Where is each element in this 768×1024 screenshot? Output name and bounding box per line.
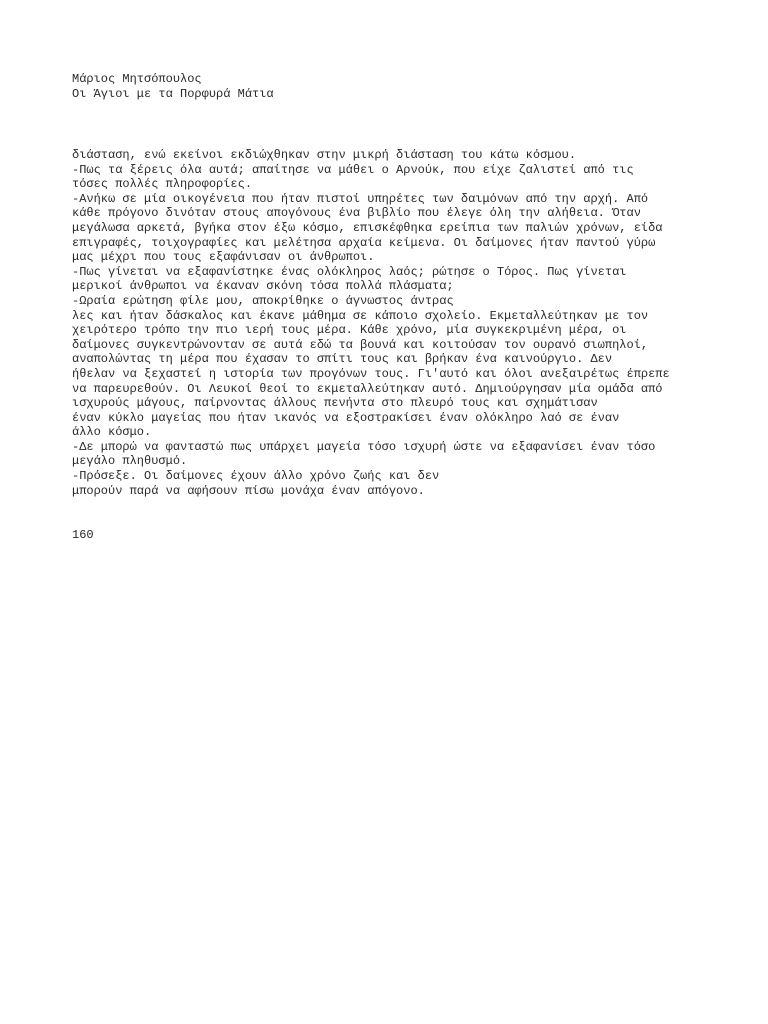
text-line: -Δε μπορώ να φανταστώ πως υπάρχει μαγεία τόσο ισχυρή ώστε να εξαφανίσει έναν τόσο [72,439,656,454]
text-line: -Πρόσεξε. Οι δαίμονες έχουν άλλο χρόνο ζωής και δεν [72,469,440,484]
text-line: να παρευρεθούν. Οι Λευκοί θεοί το εκμεταλλεύτηκαν αυτό. Δημιούργησαν μία ομάδα από [72,381,663,396]
text-line: επιγραφές, τοιχογραφίες και μελέτησα αρχαία κείμενα. Οι δαίμονες ήταν παντού γύρω [72,235,656,250]
running-header [72,72,274,102]
text-line: -Ωραία ερώτηση φίλε μου, αποκρίθηκε ο άγνωστος άντρας [72,293,454,308]
text-line: έναν κύκλο μαγείας που ήταν ικανός να εξοστρακίσει έναν ολόκληρο λαό σε έναν [72,410,620,425]
author-name: Μάριος Μητσόπουλος [72,72,202,86]
text-line: αναπολώντας τη μέρα που έχασαν το σπίτι τους και βρήκαν ένα καινούργιο. Δεν [72,352,613,367]
text-line: ήθελαν να ξεχαστεί η ιστορία των προγόνων τους. Γι'αυτό και όλοι ανεξαιρέτως έπρεπε [72,366,670,381]
text-line: μας μέχρι που τους εξαφάνισαν οι άνθρωποι. [72,250,375,265]
text-line: διάσταση, ενώ εκείνοι εκδιώχθηκαν στην μικρή διάσταση του κάτω κόσμου. [72,148,577,162]
book-title: Οι Άγιοι με τα Πορφυρά Μάτια [72,87,274,101]
text-line: -Πως γίνεται να εξαφανίστηκε ένας ολόκληρος λαός; ρώτησε ο Τόρος. Πως γίνεται [72,264,627,279]
text-line: ισχυρούς μάγους, παίρνοντας άλλους πενήντα στο πλευρό τους και σχημάτισαν [72,396,598,411]
text-line: χειρότερο τρόπο την πιο ιερή τους μέρα. Κάθε χρόνο, μία συγκεκριμένη μέρα, οι [72,323,627,338]
text-line: μερικοί άνθρωποι να έκαναν σκόνη τόσα πολλά πλάσματα; [72,279,454,294]
text-line: κάθε πρόγονο δινόταν στους απογόνους ένα βιβλίο που έλεγε όλη την αλήθεια. Όταν [72,206,641,221]
text-line: μεγάλωσα αρκετά, βγήκα στον έξω κόσμο, επισκέφθηκα ερείπια των παλιών χρόνων, είδα [72,220,663,235]
text-line: μπορούν παρά να αφήσουν πίσω μονάχα έναν απόγονο. [72,483,425,498]
text-line: μεγάλο πληθυσμό. [72,454,188,469]
text-line: -Πως τα ξέρεις όλα αυτά; απαίτησε να μάθει ο Αρνούκ, που είχε ζαλιστεί από τις [72,162,634,177]
text-line: -Ανήκω σε μία οικογένεια που ήταν πιστοί υπηρέτες των δαιμόνων από την αρχή. Από [72,191,649,206]
body-text [72,148,712,498]
text-line: δαίμονες συγκεντρώνονταν σε αυτά εδώ τα βουνά και κοιτούσαν τον ουρανό σιωπηλοί, [72,337,649,352]
page-number: 160 [72,528,94,542]
text-line: άλλο κόσμο. [72,425,152,440]
text-line: λες και ήταν δάσκαλος και έκανε μάθημα σε κάποιο σχολείο. Εκμεταλλεύτηκαν με τον [72,308,649,323]
text-line: τόσες πολλές πληροφορίες. [72,177,253,192]
